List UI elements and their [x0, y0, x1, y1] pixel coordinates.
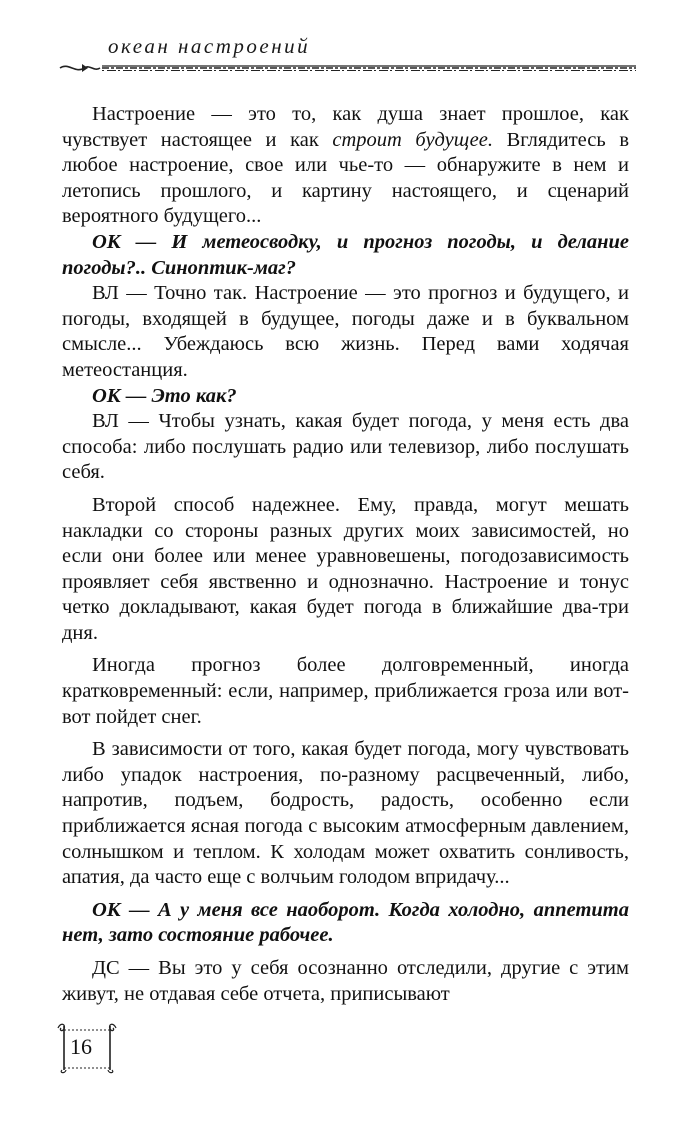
answer-vl: ВЛ — Чтобы узнать, какая будет погода, у меня есть два способа: либо послушать радио или телевизор, либо послушать себя. [62, 410, 629, 484]
page-number: 16 [70, 1034, 92, 1059]
paragraph: Настроение — это то, как душа знает прошлое, как чувствует настоящее и как строит будущее. Вглядитесь в любое настроение, свое или чье-то — обнаружите в нем и летопись прошлого, и картину настоящего, и сценарий вероятного будущего... [62, 103, 629, 228]
ornamental-rule [58, 58, 638, 78]
question-ok: ОК — И метеосводку, и прогноз погоды, и делание погоды?.. Синоптик-маг? [62, 230, 629, 279]
paragraph: Второй способ надежнее. Ему, правда, могут мешать накладки со стороны разных других моих зависимостей, но если они более или менее уравновешены, погодозависимость проявляет себя явственно и однозначно. Настроение и тонус четко докладывают, какая будет погода в ближайшие два-три дня. [62, 493, 629, 644]
question-ok: ОК — Это как? [92, 384, 237, 407]
running-title: океан настроений [108, 34, 311, 58]
page-number-frame [56, 1022, 120, 1074]
italic-phrase: строит будущее. [332, 128, 494, 151]
paragraph: Иногда прогноз более долговременный, иногда кратковременный: если, например, приближается гроза или вот-вот пойдет снег. [62, 654, 629, 728]
page-body [62, 102, 629, 1007]
running-header [58, 30, 638, 80]
answer-vl: ВЛ — Точно так. Настроение — это прогноз и будущего, и погоды, входящей в будущее, погоды даже и в буквальном смысле... Убеждаюсь всю жизнь. Перед вами ходячая метеостанция. [62, 282, 629, 381]
question-ok: ОК — А у меня все наоборот. Когда холодно, аппетита нет, зато состояние рабочее. [62, 898, 629, 947]
answer-ds: ДС — Вы это у себя осознанно отследили, другие с этим живут, не отдавая себе отчета, приписывают [62, 957, 629, 1005]
paragraph: В зависимости от того, какая будет погода, могу чувствовать либо упадок настроения, по-разному расцвеченный, либо, напротив, подъем, бодрость, радость, особенно если приближается ясная погода с высоким атмосферным давлением, солнышком и теплом. К холодам может охватить сонливость, апатия, да часто еще с волчьим голодом впридачу... [62, 738, 629, 889]
